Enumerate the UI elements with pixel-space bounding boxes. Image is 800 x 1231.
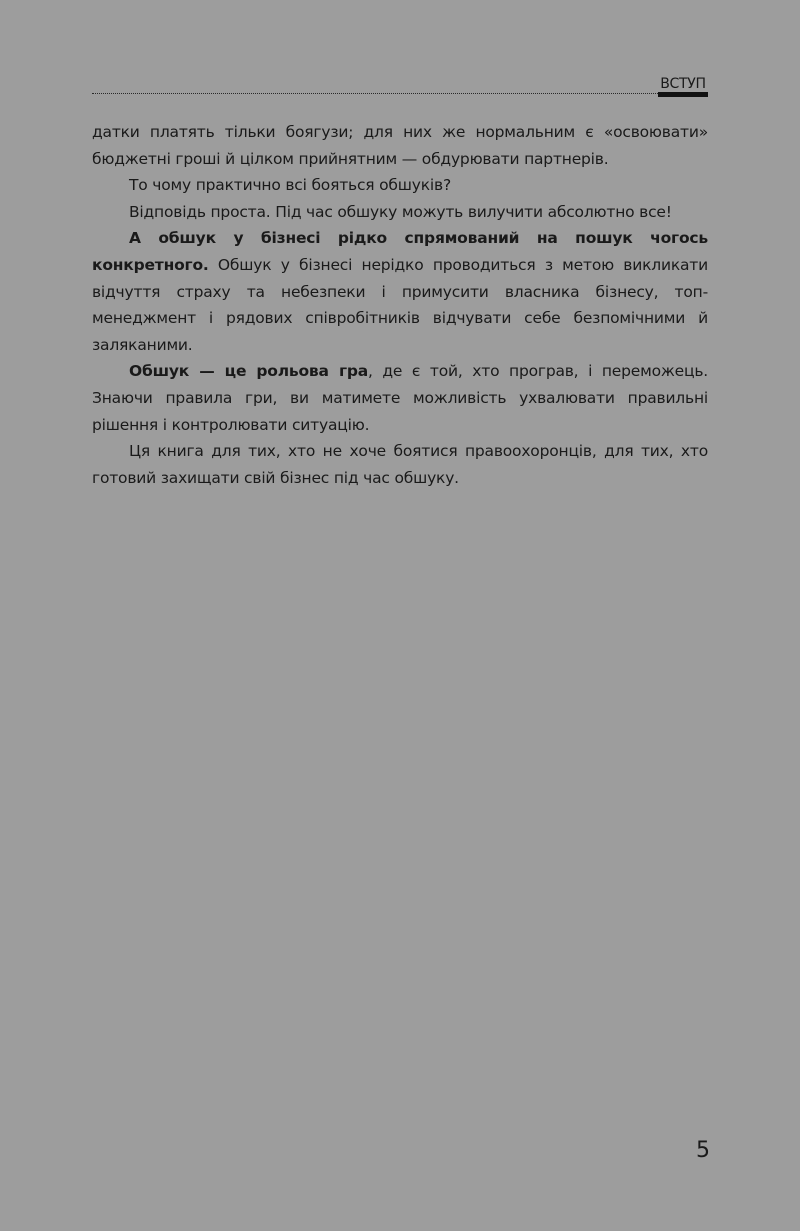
page-number: 5 <box>696 1138 710 1163</box>
paragraph-6-text: Ця книга для тих, хто не хоче боятися правоохоронців, для тих, хто готовий захищати свій бізнес під час обшуку. <box>92 442 708 487</box>
paragraph-5-lead: Обшук — це рольова гра <box>129 362 368 381</box>
paragraph-4-text: Обшук у бізнесі нерідко проводиться з метою викликати відчуття страху та небезпеки і примусити власника бізнесу, топ-менеджмент і рядових співробітників відчувати себе безпомічними й заляканими. <box>92 255 708 354</box>
paragraph-3 <box>92 199 708 226</box>
paragraph-4-lead: А обшук у бізнесі рідко спрямований на пошук чогось конкретного. <box>92 229 708 274</box>
paragraph-1 <box>92 119 708 172</box>
paragraph-3-text: Відповідь проста. Під час обшуку можуть вилучити абсолютно все! <box>129 202 672 221</box>
paragraph-5-text: , де є той, хто програв, і переможець. Знаючи правила гри, ви матимете можливість ухвалювати правильні рішення і контролювати ситуацію. <box>92 362 708 434</box>
paragraph-6 <box>92 438 708 491</box>
header-accent-bar <box>658 92 708 97</box>
header-dotted-rule <box>92 93 658 94</box>
paragraph-4 <box>92 225 708 358</box>
paragraph-5 <box>92 358 708 438</box>
section-header-label: ВСТУП <box>660 76 706 92</box>
paragraph-2-text: То чому практично всі бояться обшуків? <box>129 176 451 195</box>
paragraph-2 <box>92 172 708 199</box>
body-text <box>92 119 708 491</box>
paragraph-1-text: датки платять тільки боягузи; для них же нормальним є «освоювати» бюджетні гроші й цілком прийнятним — обдурювати партнерів. <box>92 123 708 168</box>
